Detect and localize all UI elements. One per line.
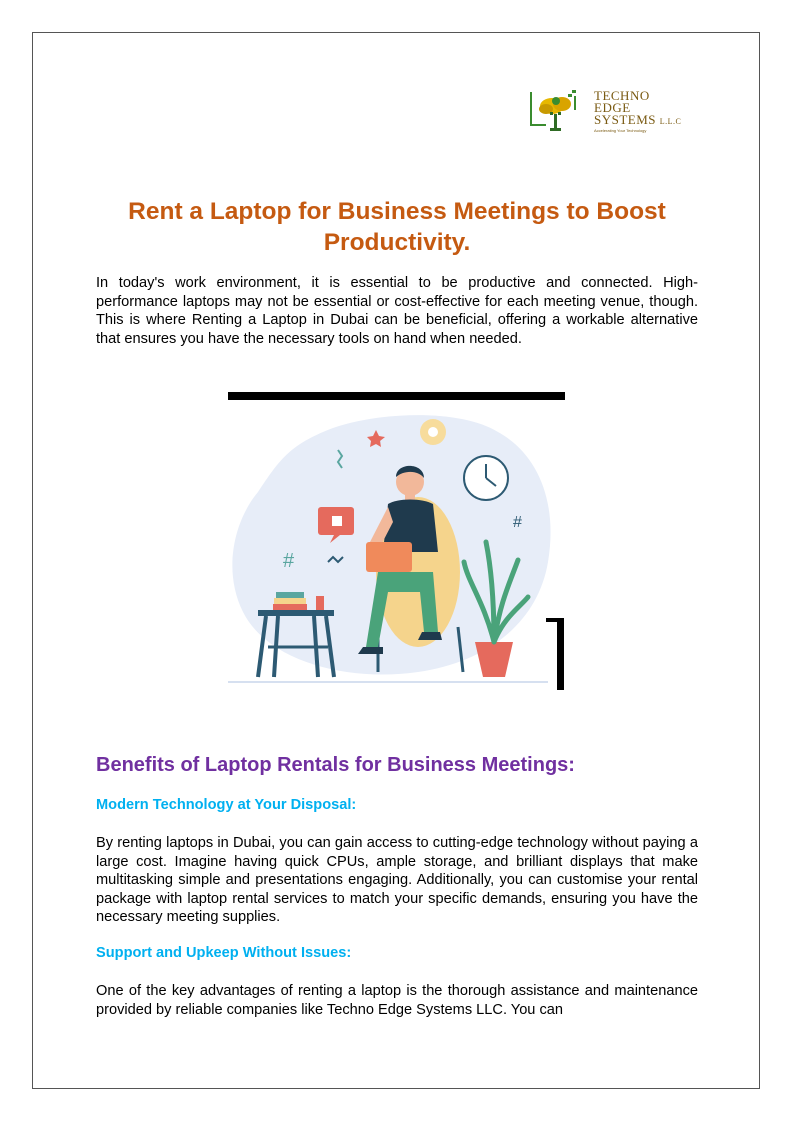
modern-technology-subheading: Modern Technology at Your Disposal: bbox=[96, 797, 357, 813]
cup-icon bbox=[316, 596, 324, 610]
logo-tagline: Accelerating Your Technology bbox=[594, 128, 647, 133]
intro-paragraph: In today's work environment, it is essential to be productive and connected. High-performance laptops may not be essential or cost-effective for each meeting venue, though. This is where Renting a Laptop in Dubai can be beneficial, offering a workable alternative that ensures you have the necessary tools on hand when needed. bbox=[96, 275, 698, 347]
laptop-icon bbox=[366, 542, 412, 572]
support-upkeep-subheading: Support and Upkeep Without Issues: bbox=[96, 945, 352, 961]
cloud-tree-logo-icon bbox=[528, 88, 592, 136]
logo-line-3 bbox=[594, 114, 681, 128]
logo-line-2: EDGE bbox=[594, 100, 631, 115]
hashtag-icon: # bbox=[283, 550, 295, 572]
side-table bbox=[258, 610, 334, 616]
logo-wordmark bbox=[594, 90, 681, 128]
page-title: Rent a Laptop for Business Meetings to Boost Productivity. bbox=[128, 198, 666, 256]
logo-suffix: L.L.C bbox=[659, 117, 682, 126]
book-stack bbox=[274, 598, 306, 604]
benefits-heading: Benefits of Laptop Rentals for Business Meetings: bbox=[96, 754, 575, 776]
logo-line-1: TECHNO bbox=[594, 88, 650, 103]
support-upkeep-paragraph: One of the key advantages of renting a laptop is the thorough assistance and maintenance provided by reliable companies like Techno Edge Systems LLC. You can bbox=[96, 983, 698, 1018]
person-working-on-laptop-illustration bbox=[228, 392, 568, 692]
modern-technology-paragraph: By renting laptops in Dubai, you can gain access to cutting-edge technology without paying a large cost. Imagine having quick CPUs, ample storage, and brilliant displays that make multitasking simple and presentations engaging. Additionally, you can customise your rental package with laptop rental services to match your specific demands, ensuring you have the necessary meeting supplies. bbox=[96, 835, 698, 926]
potted-plant bbox=[475, 642, 513, 677]
svg-text:#: # bbox=[513, 514, 522, 531]
company-logo bbox=[528, 88, 698, 136]
logo-line-3-text: SYSTEMS bbox=[594, 112, 657, 127]
